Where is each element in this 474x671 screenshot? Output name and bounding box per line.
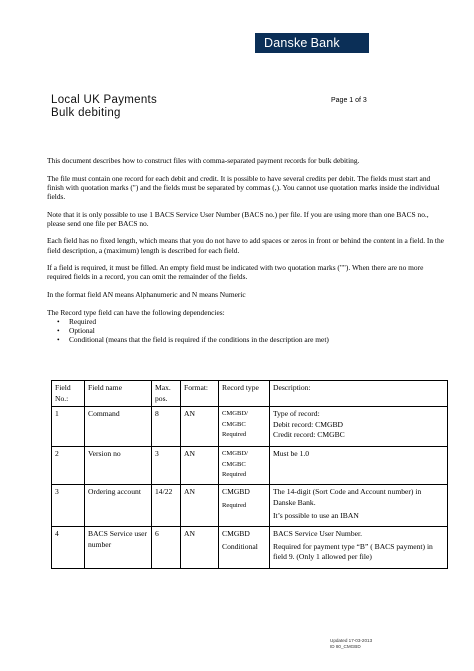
cell-field-no: 4 (52, 527, 85, 569)
cell-record-type (219, 447, 270, 485)
description-line: Required for payment type “B” ( BACS payment) in field 9. (Only 1 allowed per file) (273, 541, 433, 561)
cell-field-name: Ordering account (85, 485, 152, 527)
header-record-type: Record type (219, 381, 270, 407)
cell-max-pos: 3 (152, 447, 181, 485)
cell-field-name: Command (85, 407, 152, 447)
record-type-line: CMGBC (222, 460, 246, 468)
table-row (52, 485, 448, 527)
table-header-row (52, 381, 448, 407)
intro-paragraph: This document describes how to construct files with comma-separated payment records for bulk debiting. (47, 156, 360, 165)
description-line: The 14-digit (Sort Code and Account number) in Danske Bank. (273, 487, 422, 507)
cell-record-type (219, 485, 270, 527)
header-max-line2: pos. (155, 393, 168, 403)
header-description: Description: (270, 381, 448, 407)
dependency-list (47, 317, 447, 345)
table-row (52, 527, 448, 569)
cell-record-type (219, 407, 270, 447)
table-row (52, 407, 448, 447)
record-type-line: CMGBD (222, 529, 250, 538)
description-line: Credit record: CMGBC (273, 430, 345, 439)
description-line: Must be 1.0 (273, 449, 310, 458)
page-footer (330, 638, 372, 649)
required-field-paragraph: If a field is required, it must be filled. An empty field must be indicated with two quotation marks (""). When there are no more required fields in a record, you can omit the remainder of the fields. (47, 263, 424, 282)
field-length-paragraph: Each field has no fixed length, which means that you do not have to add spaces or zeros in front or behind the content in a field. In the field description, a (maximum) length is described for each field. (47, 236, 444, 255)
logo-wordmark (256, 34, 368, 52)
table-row (52, 447, 448, 485)
header-format: Format: (181, 381, 219, 407)
record-type-requirement: Conditional (222, 541, 258, 551)
record-type-requirement: Required (222, 471, 247, 478)
cell-record-type (219, 527, 270, 569)
cell-format: AN (181, 527, 219, 569)
record-type-paragraph: The Record type field can have the following dependencies: (47, 307, 225, 317)
cell-field-no: 3 (52, 485, 85, 527)
cell-description (270, 407, 448, 447)
document-title (51, 94, 157, 120)
logo-word-bank: Bank (310, 36, 340, 50)
description-line: BACS Service User Number. (273, 529, 363, 538)
header-field-name: Field name (85, 381, 152, 407)
record-type-line: CMGBD/ (222, 410, 249, 417)
footer-id: ID 80_CMGBD (330, 643, 361, 649)
danske-bank-logo (255, 33, 369, 53)
cell-field-name: BACS Service user number (85, 527, 152, 569)
cell-field-no: 1 (52, 407, 85, 447)
record-paragraph: The file must contain one record for each debit and credit. It is possible to have several credits per debit. The fields must start and finish with quotation marks (") and the fields must be separated by commas (,). You cannot use quotation marks inside the individual fields. (47, 173, 440, 201)
record-type-line: CMGBD/ (222, 450, 249, 457)
cell-format: AN (181, 407, 219, 447)
header-field-no (52, 381, 85, 407)
description-line: Debit record: CMGBD (273, 419, 344, 429)
cell-max-pos: 14/22 (152, 485, 181, 527)
title-line-1: Local UK Payments (51, 94, 158, 106)
format-paragraph: In the format field AN means Alphanumeric and N means Numeric (47, 289, 246, 299)
cell-description (270, 447, 448, 485)
cell-field-name: Version no (85, 447, 152, 485)
page-number: Page 1 of 3 (331, 97, 367, 104)
list-item: • Conditional (means that the field is required if the conditions in the description are met) (69, 335, 447, 344)
title-line-2: Bulk debiting (51, 107, 121, 119)
cell-description (270, 485, 448, 527)
cell-field-no: 2 (52, 447, 85, 485)
description-line: It’s possible to use an IBAN (273, 511, 359, 520)
description-line: Type of record: (273, 409, 320, 418)
list-item: • Required (69, 317, 447, 326)
header-field-no-line2: No.: (55, 393, 69, 403)
logo-word-danske: Danske (264, 36, 308, 50)
cell-format: AN (181, 485, 219, 527)
cell-format: AN (181, 447, 219, 485)
cell-description (270, 527, 448, 569)
record-type-requirement: Required (222, 501, 247, 509)
document-body (47, 156, 447, 344)
cell-max-pos: 6 (152, 527, 181, 569)
list-item: • Optional (69, 326, 447, 335)
header-max-pos (152, 381, 181, 407)
bacs-note-paragraph: Note that it is only possible to use 1 BACS Service User Number (BACS no.) per file. If you are using more than one BACS no., please send one file per BACS no. (47, 209, 429, 228)
header-max-line1: Max. (155, 383, 171, 392)
cell-max-pos: 8 (152, 407, 181, 447)
record-type-requirement: Required (222, 431, 247, 438)
field-table (51, 380, 448, 569)
header-field-no-line1: Field (55, 383, 71, 392)
record-type-line: CMGBC (222, 420, 246, 428)
footer-updated: Updated 17-03-2013 (330, 638, 373, 643)
record-type-line: CMGBD (222, 487, 250, 496)
